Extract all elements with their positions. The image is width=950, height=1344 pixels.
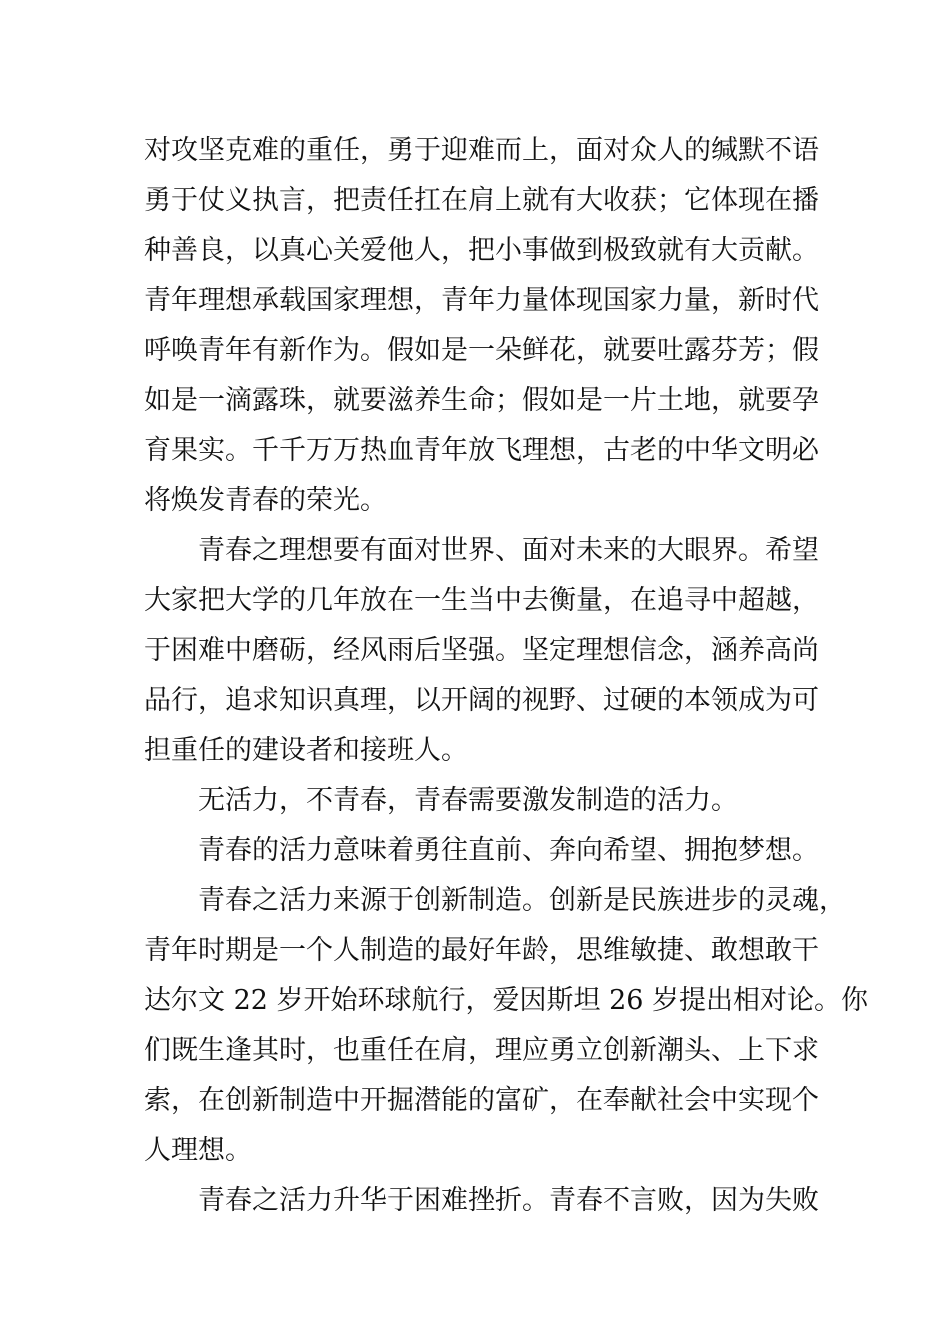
text-line: 品行，追求知识真理，以开阔的视野、过硬的本领成为可 [144, 685, 819, 716]
paragraph-first-line: 青春之理想要有面对世界、面对未来的大眼界。希望 [198, 535, 819, 566]
text-line: 如是一滴露珠，就要滋养生命；假如是一片土地，就要孕 [144, 385, 819, 416]
text-line: 种善良，以真心关爱他人，把小事做到极致就有大贡献。 [144, 235, 819, 266]
text-line: 勇于仗义执言，把责任扛在肩上就有大收获；它体现在播 [144, 185, 819, 216]
text-line: 对攻坚克难的重任，勇于迎难而上，面对众人的缄默不语 [144, 135, 819, 166]
paragraph-first-line: 无活力，不青春，青春需要激发制造的活力。 [198, 785, 738, 816]
body-text [144, 126, 869, 1226]
text-line: 呼唤青年有新作为。假如是一朵鲜花，就要吐露芬芳；假 [144, 335, 819, 366]
text-line: 青年理想承载国家理想，青年力量体现国家力量，新时代 [144, 285, 819, 316]
text-line: 育果实。千千万万热血青年放飞理想，古老的中华文明必 [144, 435, 819, 466]
paragraph-first-line: 青春之活力来源于创新制造。创新是民族进步的灵魂， [198, 885, 846, 916]
text-line: 将焕发青春的荣光。 [144, 485, 387, 516]
paragraph-first-line: 青春的活力意味着勇往直前、奔向希望、拥抱梦想。 [198, 835, 819, 866]
text-line: 担重任的建设者和接班人。 [144, 735, 468, 766]
text-line: 人理想。 [144, 1135, 252, 1166]
text-line: 青年时期是一个人制造的最好年龄，思维敏捷、敢想敢干 [144, 935, 819, 966]
text-line: 于困难中磨砺，经风雨后坚强。坚定理想信念，涵养高尚 [144, 635, 819, 666]
text-line: 索，在创新制造中开掘潜能的富矿，在奉献社会中实现个 [144, 1085, 819, 1116]
text-line: 大家把大学的几年放在一生当中去衡量，在追寻中超越， [144, 585, 819, 616]
text-line: 达尔文 22 岁开始环球航行，爱因斯坦 26 岁提出相对论。你 [144, 985, 869, 1016]
text-line: 们既生逢其时，也重任在肩，理应勇立创新潮头、上下求 [144, 1035, 819, 1066]
paragraph-first-line: 青春之活力升华于困难挫折。青春不言败，因为失败 [198, 1185, 819, 1216]
